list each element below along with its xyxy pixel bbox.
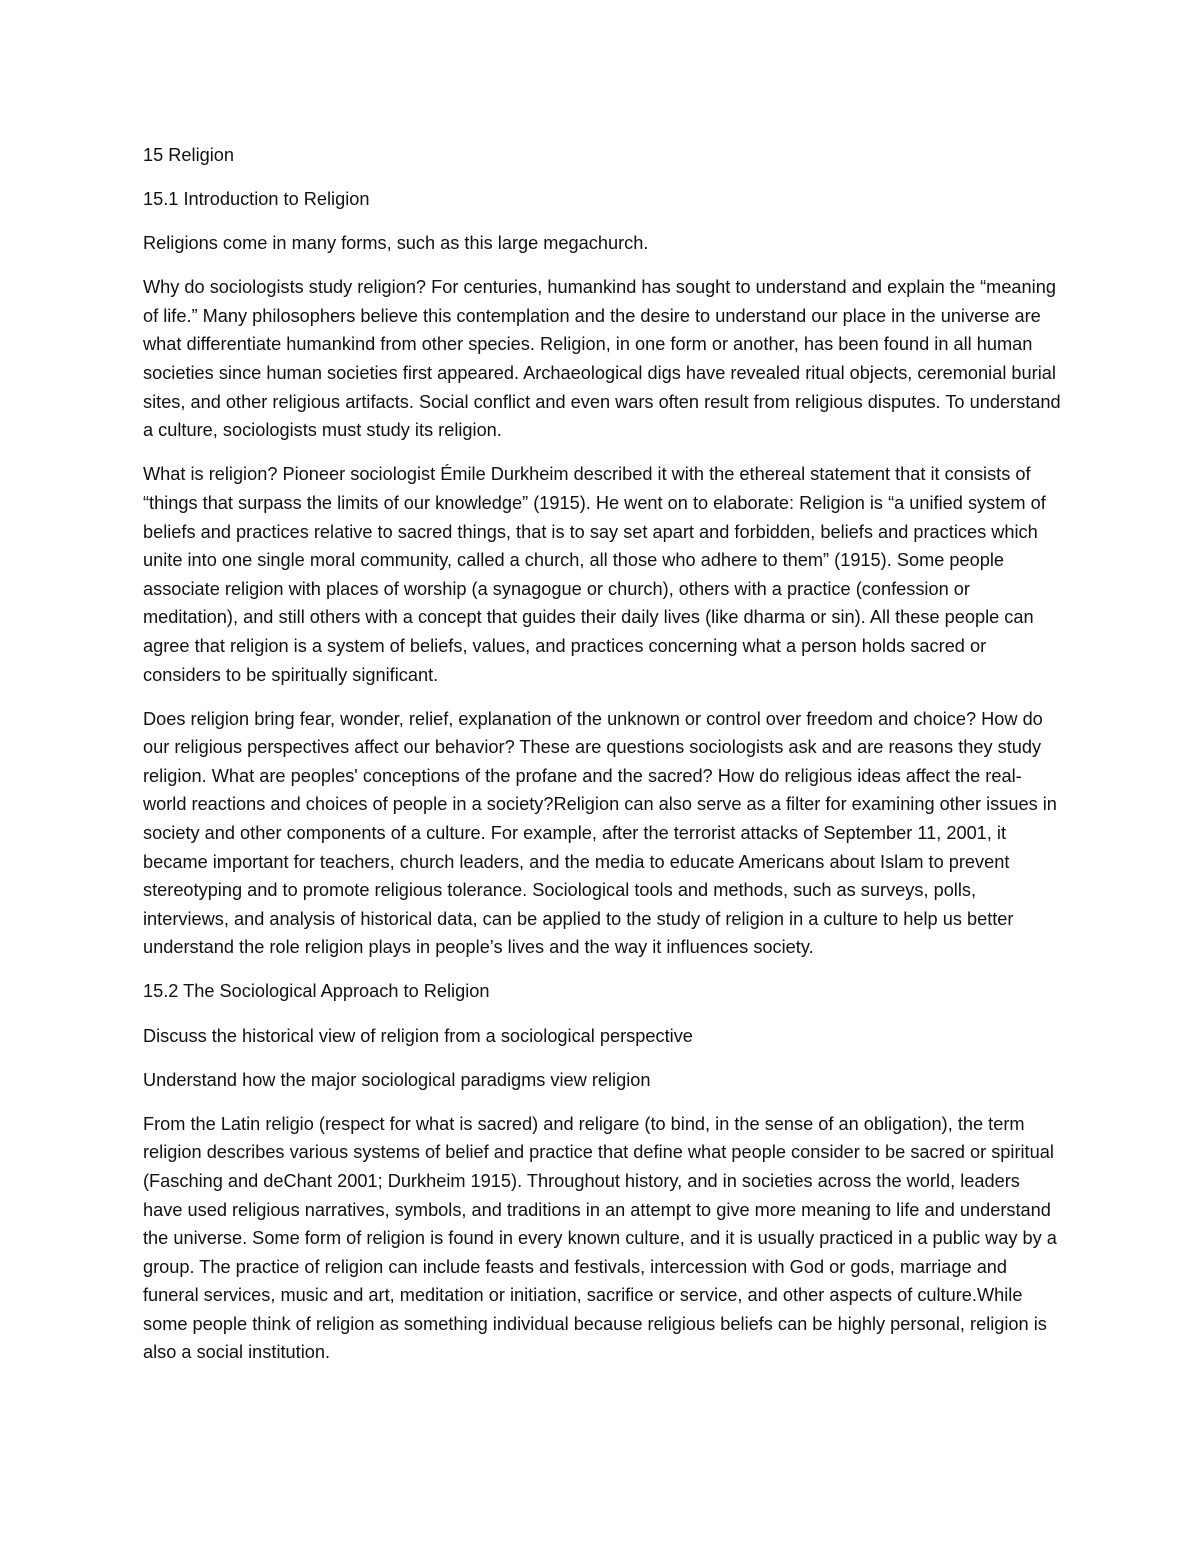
chapter-title: 15 Religion — [143, 145, 234, 165]
image-caption: Religions come in many forms, such as this large megachurch. — [143, 233, 649, 254]
document-body — [143, 141, 1061, 1383]
section-heading: 15.2 The Sociological Approach to Religion — [143, 981, 490, 1002]
body-paragraph: Why do sociologists study religion? For centuries, humankind has sought to understand and explain the “meaning of life.” Many philosophers believe this contemplation and the desire to understand our place in the universe are what differentiate humankind from other species. Religion, in one form or another, has been found in all human societies since human societies first appeared. Archaeological digs have revealed ritual objects, ceremonial burial sites, and other religious artifacts. Social conflict and even wars often result from religious disputes. To understand a culture, sociologists must study its religion. — [143, 277, 1061, 441]
body-paragraph: From the Latin religio (respect for what is sacred) and religare (to bind, in the sense of an obligation), the term religion describes various systems of belief and practice that define what people consider to be sacred or spiritual (Fasching and deChant 2001; Durkheim 1915). Throughout history, and in societies across the world, leaders have used religious narratives, symbols, and traditions in an attempt to give more meaning to life and understand the universe. Some form of religion is found in every known culture, and it is usually practiced in a public way by a group. The practice of religion can include feasts and festivals, intercession with God or gods, marriage and funeral services, music and art, meditation or initiation, sacrifice or service, and other aspects of culture.While some people think of religion as something individual because religious beliefs can be highly personal, religion is also a social institution. — [143, 1113, 1057, 1363]
body-paragraph: What is religion? Pioneer sociologist Émile Durkheim described it with the ethereal statement that it consists of “things that surpass the limits of our knowledge” (1915). He went on to elaborate: Religion is “a unified system of beliefs and practices relative to sacred things, that is to say set apart and forbidden, beliefs and practices which unite into one single moral community, called a church, all those who adhere to them” (1915). Some people associate religion with places of worship (a synagogue or church), others with a practice (confession or meditation), and still others with a concept that guides their daily lives (like dharma or sin). All these people can agree that religion is a system of beliefs, values, and practices concerning what a person holds sacred or considers to be spiritually significant. — [143, 464, 1046, 685]
learning-objective: Discuss the historical view of religion from a sociological perspective — [143, 1025, 693, 1046]
learning-objective: Understand how the major sociological paradigms view religion — [143, 1069, 651, 1090]
section-heading: 15.1 Introduction to Religion — [143, 189, 370, 210]
body-paragraph: Does religion bring fear, wonder, relief, explanation of the unknown or control over freedom and choice? How do our religious perspectives affect our behavior? These are questions sociologists ask and are reasons they study religion. What are peoples' conceptions of the profane and the sacred? How do religious ideas affect the real-world reactions and choices of people in a society?Religion can also serve as a filter for examining other issues in society and other components of a culture. For example, after the terrorist attacks of September 11, 2001, it became important for teachers, church leaders, and the media to educate Americans about Islam to prevent stereotyping and to promote religious tolerance. Sociological tools and methods, such as surveys, polls, interviews, and analysis of historical data, can be applied to the study of religion in a culture to help us better understand the role religion plays in people’s lives and the way it influences society. — [143, 708, 1057, 958]
